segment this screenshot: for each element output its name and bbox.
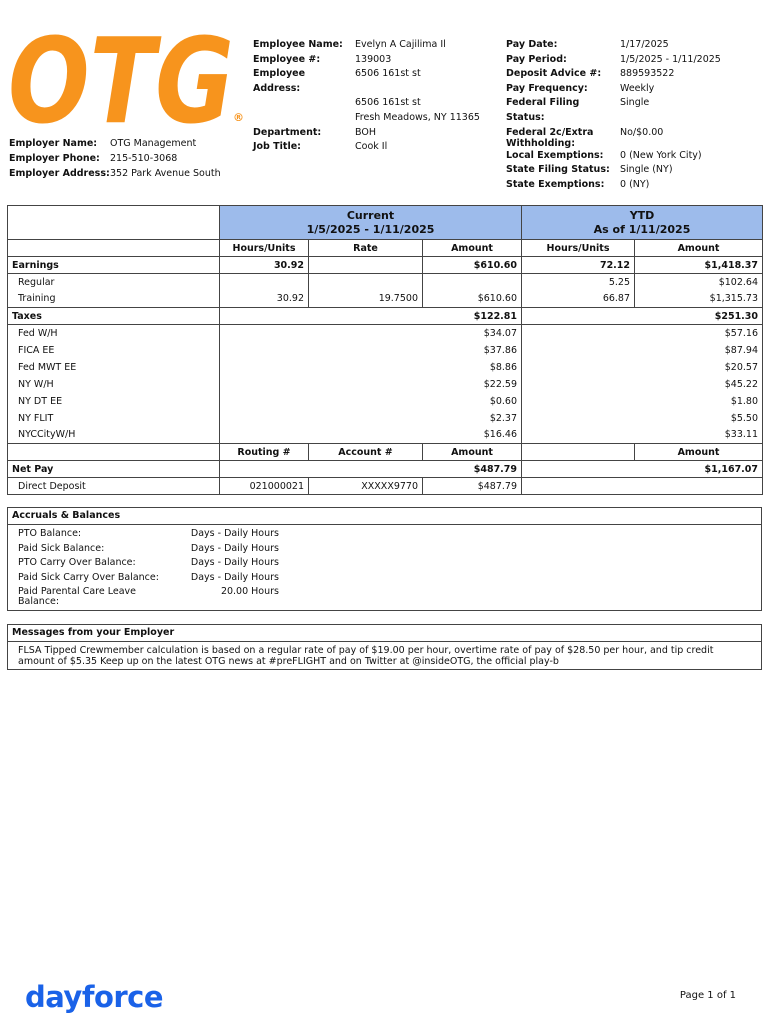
earning-label: Regular <box>8 274 220 291</box>
column-header-routing: Routing # <box>220 444 309 461</box>
table-row <box>8 291 763 308</box>
employer-phone-label: Employer Phone: <box>9 153 100 164</box>
earning-ytd-hours: 66.87 <box>522 291 635 308</box>
pay-period-label: Pay Period: <box>506 53 567 65</box>
net-pay-ytd: $1,167.07 <box>522 461 763 478</box>
employee-name-label: Employee Name: <box>253 39 343 50</box>
table-row <box>8 325 763 342</box>
tax-label: NY DT EE <box>8 393 220 410</box>
tax-amount: $34.07 <box>220 325 522 342</box>
pay-date-label: Pay Date: <box>506 39 558 50</box>
employee-info <box>253 38 480 155</box>
local-exemptions-label: Local Exemptions: <box>506 149 604 161</box>
federal-filing-status-value: Single <box>620 97 650 109</box>
otg-logo-icon <box>8 30 246 128</box>
taxes-ytd-amount: $251.30 <box>522 308 763 325</box>
local-exemptions-value: 0 (New York City) <box>620 149 702 161</box>
table-row <box>8 342 763 359</box>
pay-frequency-value: Weekly <box>620 82 655 94</box>
column-header-ytd-hours: Hours/Units <box>522 240 635 257</box>
current-title: Current <box>346 208 395 222</box>
tax-amount: $37.86 <box>220 342 522 359</box>
tax-ytd: $87.94 <box>522 342 763 359</box>
column-header-amount: Amount <box>423 240 522 257</box>
table-row <box>8 359 763 376</box>
employer-phone-value: 215-510-3068 <box>110 153 178 164</box>
column-header-account: Account # <box>309 444 423 461</box>
deposit-advice-value: 889593522 <box>620 68 675 80</box>
pay-frequency-label: Pay Frequency: <box>506 82 588 94</box>
accruals-title: Accruals & Balances <box>8 508 761 525</box>
earning-ytd-hours: 5.25 <box>522 274 635 291</box>
list-item: Paid Parental Care Leave Balance: 20.00 Hours <box>18 586 279 608</box>
taxes-amount: $122.81 <box>220 308 522 325</box>
state-filing-status-value: Single (NY) <box>620 164 673 176</box>
table-row <box>8 410 763 427</box>
tax-amount: $0.60 <box>220 393 522 410</box>
tax-label: Fed MWT EE <box>8 359 220 376</box>
table-row <box>8 427 763 444</box>
tax-amount: $16.46 <box>220 427 522 444</box>
employer-address-label: Employer Address: <box>9 168 110 179</box>
earnings-hours: 30.92 <box>220 257 309 274</box>
page-number: Page 1 of 1 <box>679 990 736 1001</box>
table-row <box>8 376 763 393</box>
tax-amount: $8.86 <box>220 359 522 376</box>
tax-label: NY FLIT <box>8 410 220 427</box>
messages-title: Messages from your Employer <box>8 625 761 642</box>
list-item: Paid Sick Carry Over Balance: Days - Daily Hours <box>18 571 279 583</box>
current-range: 1/5/2025 - 1/11/2025 <box>306 222 435 236</box>
deposit-advice-label: Deposit Advice #: <box>506 68 602 80</box>
table-row <box>8 478 763 495</box>
employer-name-label: Employer Name: <box>9 138 98 149</box>
column-header-blank <box>8 240 220 257</box>
earnings-ytd-hours: 72.12 <box>522 257 635 274</box>
column-header-net-amount: Amount <box>423 444 522 461</box>
earnings-amount: $610.60 <box>423 257 522 274</box>
employer-message: FLSA Tipped Crewmember calculation is based on a regular rate of pay of $19.00 per hour, overtime rate of pay of $28.50 per hour, and tip credit amount of $5.35 Keep up on the latest OTG news at #preFLIGHT and on Twitter at @insideOTG, the official play-b <box>18 645 714 667</box>
direct-deposit-label: Direct Deposit <box>8 478 220 495</box>
employee-name-value: Evelyn A Cajilima Il <box>355 39 446 50</box>
tax-label: NYCCityW/H <box>8 427 220 444</box>
earning-ytd-amount: $102.64 <box>635 274 763 291</box>
employee-address-line2: 6506 161st st <box>355 97 421 109</box>
messages-box <box>7 624 762 670</box>
net-pay-row <box>8 461 763 478</box>
tax-ytd: $57.16 <box>522 325 763 342</box>
current-header <box>220 206 522 240</box>
employee-address-line1: 6506 161st st <box>355 68 421 80</box>
net-pay-label: Net Pay <box>8 461 220 478</box>
taxes-label: Taxes <box>8 308 220 325</box>
department-value: BOH <box>355 126 376 138</box>
direct-deposit-amount: $487.79 <box>423 478 522 495</box>
tax-label: Fed W/H <box>8 325 220 342</box>
registered-mark: ® <box>233 111 244 124</box>
tax-ytd: $20.57 <box>522 359 763 376</box>
employee-address-line3: Fresh Meadows, NY 11365 <box>355 111 480 123</box>
employee-number-label: Employee #: <box>253 53 321 65</box>
column-header-rate: Rate <box>309 240 423 257</box>
employer-name-value: OTG Management <box>110 138 197 149</box>
accruals-box <box>7 507 762 611</box>
federal-filing-status-label: Federal Filing Status: <box>506 97 580 123</box>
column-header-net-ytd-amount: Amount <box>635 444 763 461</box>
pay-period-value: 1/5/2025 - 1/11/2025 <box>620 53 721 65</box>
federal-2c-value: No/$0.00 <box>620 126 664 138</box>
department-label: Department: <box>253 126 322 138</box>
earning-rate: 19.7500 <box>378 293 418 305</box>
list-item: Paid Sick Balance: Days - Daily Hours <box>18 542 279 554</box>
tax-label: NY W/H <box>8 376 220 393</box>
tax-ytd: $1.80 <box>522 393 763 410</box>
otg-logo <box>8 30 246 128</box>
tax-amount: $2.37 <box>220 410 522 427</box>
ytd-range: As of 1/11/2025 <box>593 222 691 236</box>
state-exemptions-label: State Exemptions: <box>506 178 605 190</box>
earnings-ytd-amount: $1,418.37 <box>635 257 763 274</box>
pay-info <box>506 38 766 192</box>
logo-text: OTG <box>8 30 234 128</box>
earning-label: Training <box>8 291 220 308</box>
employer-info <box>9 136 221 181</box>
tax-amount: $22.59 <box>220 376 522 393</box>
direct-deposit-account: XXXXX9770 <box>309 478 423 495</box>
ytd-header <box>522 206 763 240</box>
taxes-section-row <box>8 308 763 325</box>
state-exemptions-value: 0 (NY) <box>620 178 650 190</box>
federal-2c-label: Federal 2c/Extra Withholding: <box>506 126 594 149</box>
tax-ytd: $45.22 <box>522 376 763 393</box>
earnings-label: Earnings <box>8 257 220 274</box>
earning-hours: 30.92 <box>220 291 309 308</box>
table-corner <box>8 206 220 240</box>
employee-number-value: 139003 <box>355 53 392 65</box>
table-row <box>8 274 763 291</box>
earnings-table <box>7 205 763 495</box>
earning-ytd-amount: $1,315.73 <box>635 291 763 308</box>
direct-deposit-routing: 021000021 <box>220 478 309 495</box>
ytd-title: YTD <box>629 208 655 222</box>
employee-address-label: Employee Address: <box>253 68 306 94</box>
earning-amount: $610.60 <box>423 291 522 308</box>
column-header-ytd-amount: Amount <box>635 240 763 257</box>
dayforce-logo: dayforce <box>25 980 164 1014</box>
column-header-hours: Hours/Units <box>220 240 309 257</box>
job-title-value: Cook Il <box>355 141 388 153</box>
tax-ytd: $33.11 <box>522 427 763 444</box>
table-row <box>8 393 763 410</box>
tax-label: FICA EE <box>8 342 220 359</box>
list-item: PTO Balance: Days - Daily Hours <box>18 528 279 539</box>
employer-address-value: 352 Park Avenue South <box>110 168 221 179</box>
earnings-section-row <box>8 257 763 274</box>
list-item: PTO Carry Over Balance: Days - Daily Hours <box>18 557 279 569</box>
state-filing-status-label: State Filing Status: <box>506 164 610 176</box>
pay-date-value: 1/17/2025 <box>620 39 669 50</box>
job-title-label: Job Title: <box>253 141 301 153</box>
net-pay-amount: $487.79 <box>220 461 522 478</box>
tax-ytd: $5.50 <box>522 410 763 427</box>
